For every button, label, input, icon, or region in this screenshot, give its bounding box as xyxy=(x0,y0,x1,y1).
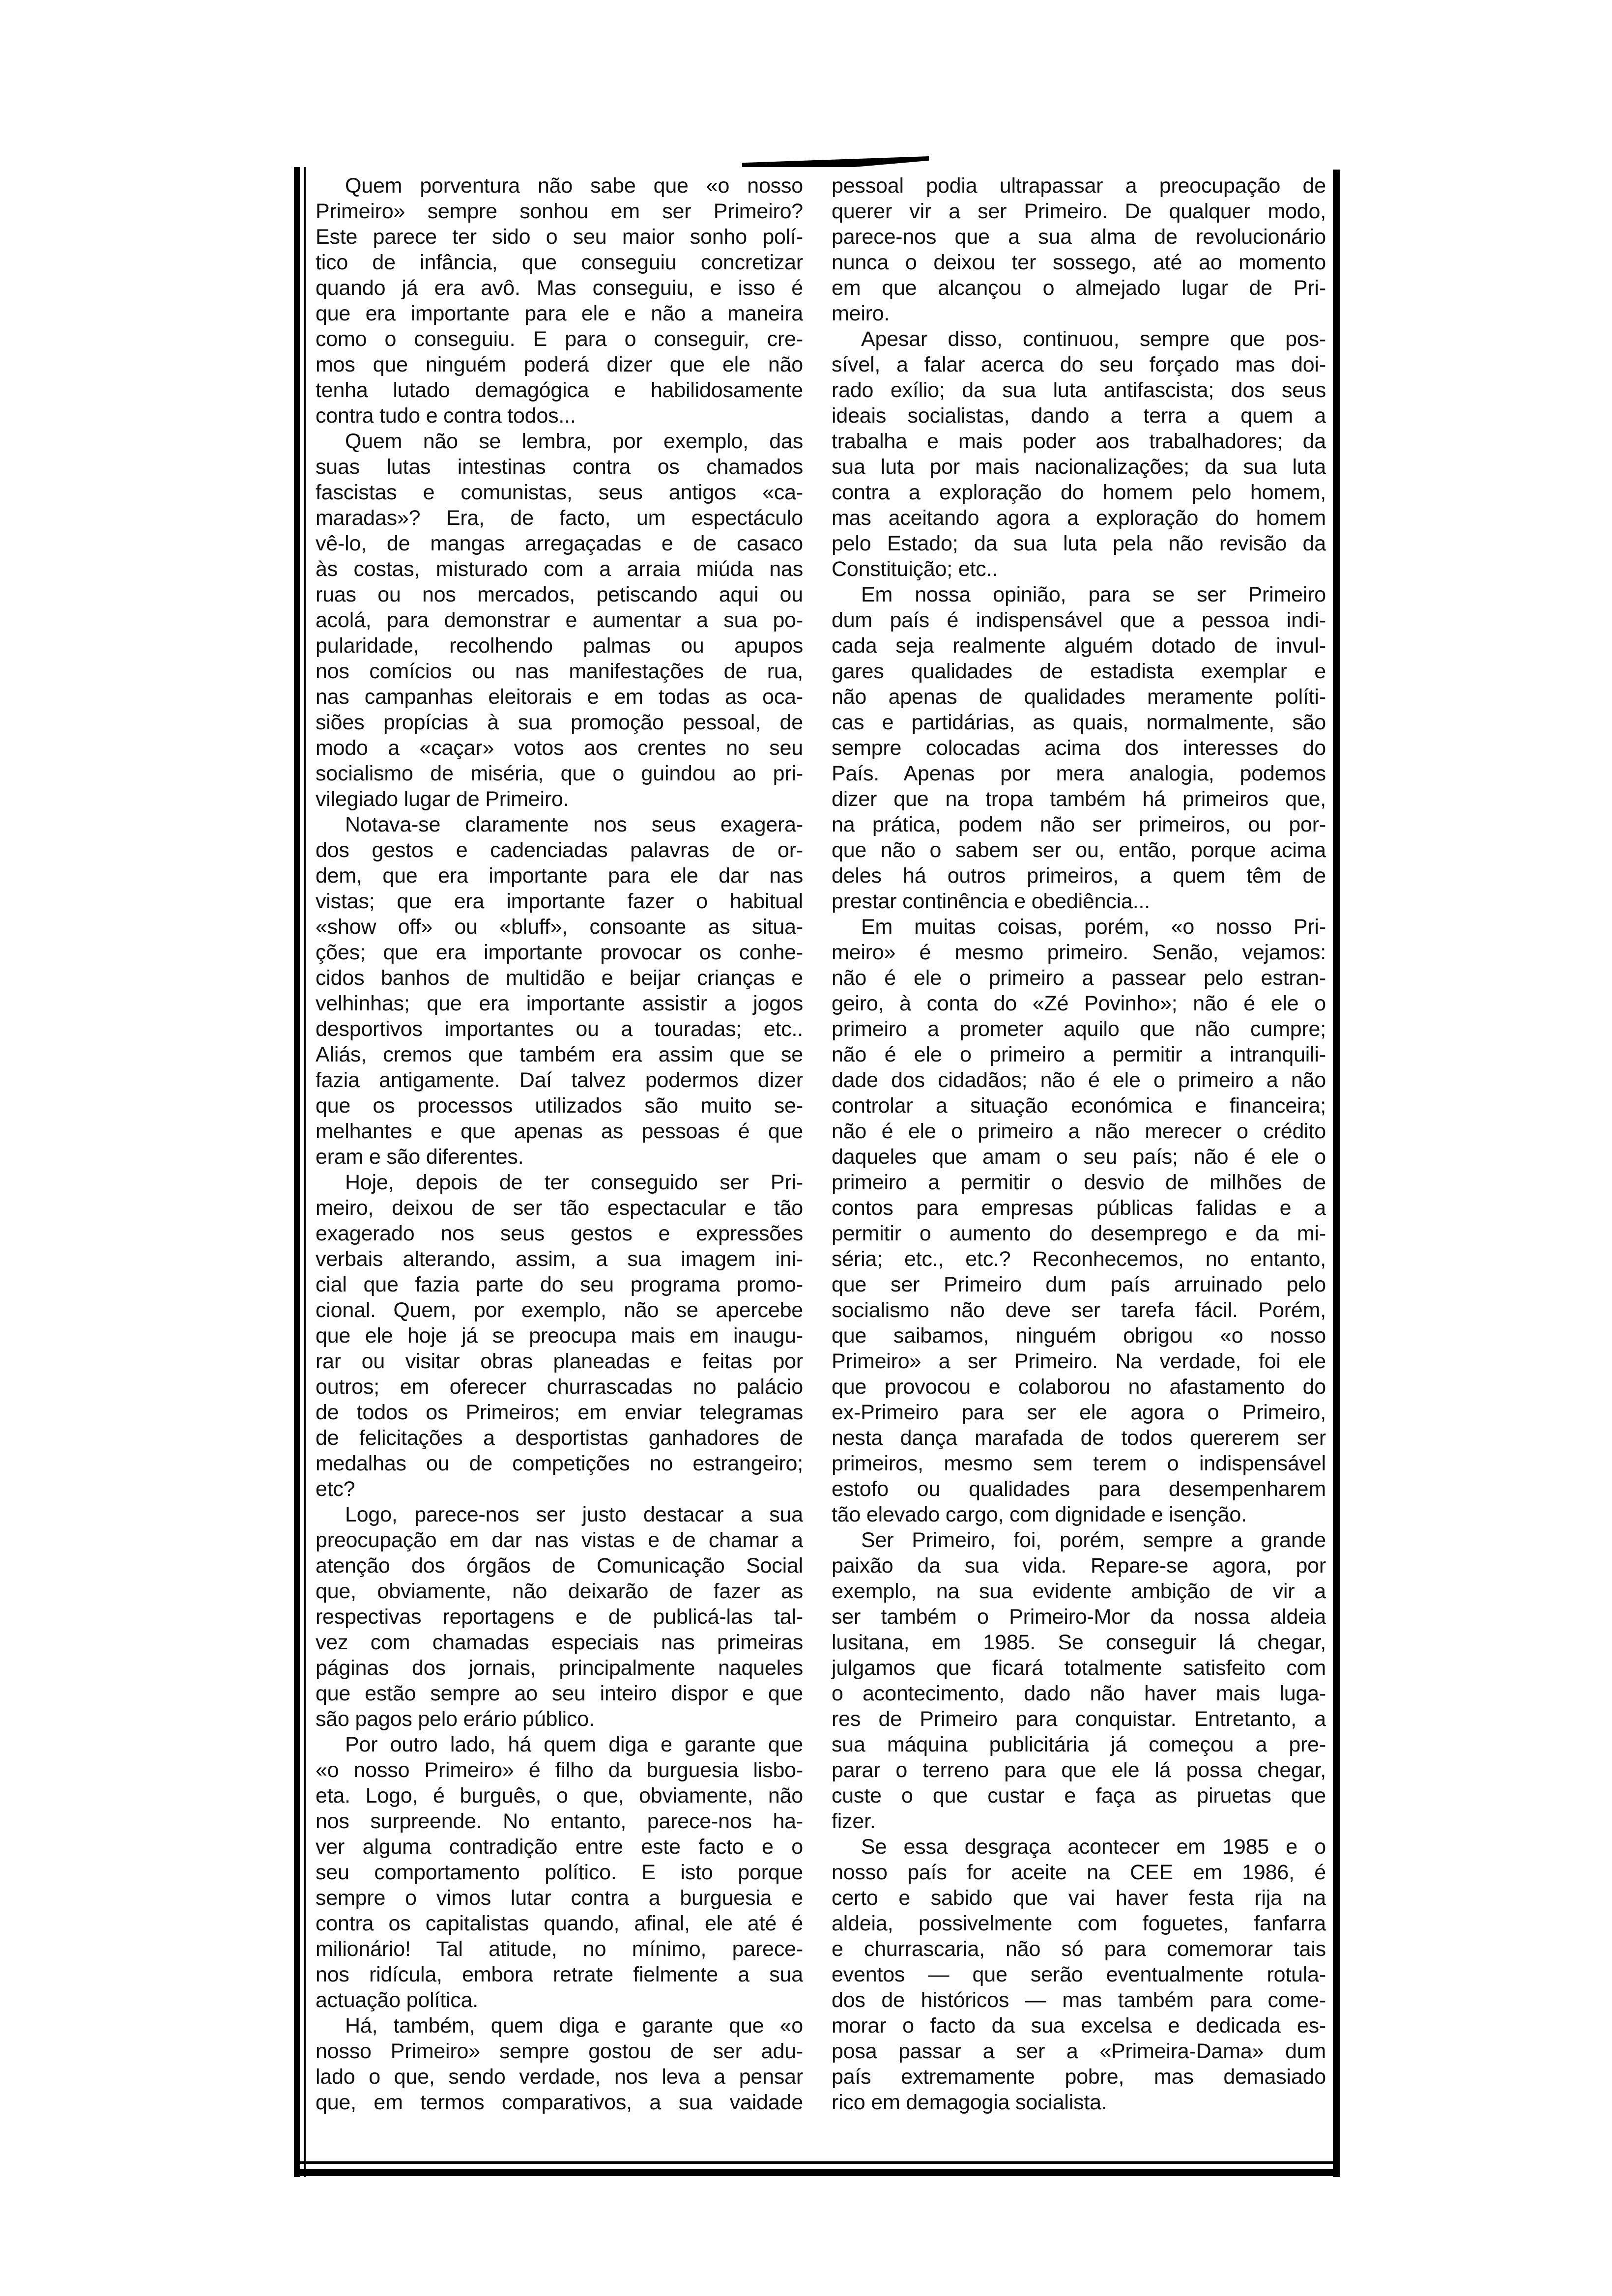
text-line: Logo, parece-nos ser justo destacar a sua xyxy=(345,1503,803,1526)
text-line: séria; etc., etc.? Reconhecemos, no entanto, xyxy=(832,1247,1326,1271)
text-line: etc? xyxy=(316,1477,355,1501)
text-line: Em nossa opinião, para se ser Primeiro xyxy=(861,583,1326,606)
text-line: que ele hoje já se preocupa mais em inaugu- xyxy=(316,1324,803,1348)
right-border xyxy=(1333,170,1340,2177)
text-line: modo a «caçar» votos aos crentes no seu xyxy=(316,736,803,760)
text-line: sua máquina publicitária já começou a pre- xyxy=(832,1733,1326,1756)
text-line: Apesar disso, continuou, sempre que pos- xyxy=(861,327,1326,351)
text-line: seu comportamento político. E isto porque xyxy=(316,1861,803,1884)
text-line: na prática, podem não ser primeiros, ou por- xyxy=(832,813,1326,836)
text-line: cional. Quem, por exemplo, não se apercebe xyxy=(316,1298,803,1322)
text-line: em que alcançou o almejado lugar de Pri- xyxy=(832,276,1326,300)
text-line: socialismo de miséria, que o guindou ao pri- xyxy=(316,762,803,785)
text-line: não apenas de qualidades meramente políti- xyxy=(832,685,1326,709)
text-line: fazia antigamente. Daí talvez podermos dizer xyxy=(316,1068,803,1092)
text-line: aldeia, possivelmente com foguetes, fanfarra xyxy=(832,1912,1326,1935)
text-line: não é ele o primeiro a passear pelo estran- xyxy=(832,966,1326,990)
text-line: sível, a falar acerca do seu forçado mas doi- xyxy=(832,353,1326,376)
text-line: preocupação em dar nas vistas e de chamar a xyxy=(316,1528,803,1552)
text-line: de todos os Primeiros; em enviar telegramas xyxy=(316,1401,803,1424)
text-line: que estão sempre ao seu inteiro dispor e que xyxy=(316,1682,803,1705)
text-line: Hoje, depois de ter conseguido ser Pri- xyxy=(345,1171,803,1194)
text-line: cas e partidárias, as quais, normalmente, são xyxy=(832,711,1326,734)
text-line: Notava-se claramente nos seus exagera- xyxy=(345,813,803,836)
text-line: desportivos importantes ou a touradas; etc.. xyxy=(316,1017,803,1041)
text-line: dizer que na tropa também há primeiros que, xyxy=(832,787,1326,811)
text-line: primeiro a prometer aquilo que não cumpre; xyxy=(832,1017,1326,1041)
text-line: de felicitações a desportistas ganhadores de xyxy=(316,1426,803,1450)
paragraph xyxy=(316,173,803,429)
text-line: que ser Primeiro dum país arruinado pelo xyxy=(832,1273,1326,1296)
text-line: Por outro lado, há quem diga e garante que xyxy=(345,1733,803,1756)
text-line: meiro. xyxy=(832,302,890,325)
text-line: exemplo, na sua evidente ambição de vir a xyxy=(832,1579,1326,1603)
text-line: eram e são diferentes. xyxy=(316,1145,524,1169)
text-line: contra tudo e contra todos... xyxy=(316,404,576,428)
text-line: o acontecimento, dado não haver mais luga- xyxy=(832,1682,1326,1705)
text-line: «o nosso Primeiro» é filho da burguesia lisbo- xyxy=(316,1758,803,1782)
text-line: verbais alterando, assim, a sua imagem ini- xyxy=(316,1247,803,1271)
text-line: cial que fazia parte do seu programa promo- xyxy=(316,1273,803,1296)
text-line: lusitana, em 1985. Se conseguir lá chegar, xyxy=(832,1631,1326,1654)
text-line: rado exílio; da sua luta antifascista; dos seus xyxy=(832,378,1326,402)
text-line: ver alguma contradição entre este facto e o xyxy=(316,1835,803,1859)
text-line: não é ele o primeiro a permitir a intranquili- xyxy=(832,1043,1326,1066)
text-line: sua luta por mais nacionalizações; da sua luta xyxy=(832,455,1326,479)
text-line: atenção dos órgãos de Comunicação Social xyxy=(316,1554,803,1578)
text-line: sempre colocadas acima dos interesses do xyxy=(832,736,1326,760)
text-line: vilegiado lugar de Primeiro. xyxy=(316,787,569,811)
text-line: Quem não se lembra, por exemplo, das xyxy=(345,430,803,453)
text-line: ser também o Primeiro-Mor da nossa aldeia xyxy=(832,1605,1326,1629)
text-line: Ser Primeiro, foi, porém, sempre a grande xyxy=(861,1528,1326,1552)
text-line: medalhas ou de competições no estrangeiro; xyxy=(316,1452,803,1475)
paragraph xyxy=(832,914,1326,1527)
text-line: mos que ninguém poderá dizer que ele não xyxy=(316,353,803,376)
text-line: «show off» ou «bluff», consoante as situa- xyxy=(316,915,803,939)
text-line: deles há outros primeiros, a quem têm de xyxy=(832,864,1326,888)
text-line: ruas ou nos mercados, petiscando aqui ou xyxy=(316,583,803,606)
bottom-border-thin xyxy=(294,2161,1340,2164)
text-line: rar ou visitar obras planeadas e feitas por xyxy=(316,1349,803,1373)
text-line: rico em demagogia socialista. xyxy=(832,2091,1107,2114)
text-line: nosso país for aceite na CEE em 1986, é xyxy=(832,1861,1326,1884)
text-line: nosso Primeiro» sempre gostou de ser adu- xyxy=(316,2039,803,2063)
text-line: que provocou e colaborou no afastamento do xyxy=(832,1375,1326,1399)
text-line: que saibamos, ninguém obrigou «o nosso xyxy=(832,1324,1326,1348)
text-line: contos para empresas públicas falidas e a xyxy=(832,1196,1326,1220)
text-line: contra a exploração do homem pelo homem, xyxy=(832,481,1326,504)
text-line: primeiros, mesmo sem terem o indispensável xyxy=(832,1452,1326,1475)
text-line: cidos banhos de multidão e beijar crianças e xyxy=(316,966,803,990)
paragraph xyxy=(832,326,1326,582)
text-line: custe o que custar e faça as piruetas que xyxy=(832,1784,1326,1808)
text-line: prestar continência e obediência... xyxy=(832,890,1150,913)
text-line: julgamos que ficará totalmente satisfeito com xyxy=(832,1656,1326,1680)
text-line: meiro, deixou de ser tão espectacular e tão xyxy=(316,1196,803,1220)
left-border-thin xyxy=(304,167,306,2177)
text-line: velhinhas; que era importante assistir a jogos xyxy=(316,992,803,1015)
text-line: e churrascaria, não só para comemorar tais xyxy=(832,1937,1326,1961)
text-line: suas lutas intestinas contra os chamados xyxy=(316,455,803,479)
paragraph xyxy=(316,1170,803,1502)
text-line: certo e sabido que vai haver festa rija na xyxy=(832,1886,1326,1910)
text-line: nas campanhas eleitorais e em todas as oca- xyxy=(316,685,803,709)
paragraph xyxy=(832,582,1326,914)
text-line: tico de infância, que conseguiu concretizar xyxy=(316,251,803,274)
text-line: meiro» é mesmo primeiro. Senão, vejamos: xyxy=(832,941,1326,964)
text-line: dum país é indispensável que a pessoa indi- xyxy=(832,608,1326,632)
text-line: País. Apenas por mera analogia, podemos xyxy=(832,762,1326,785)
text-line: pelo Estado; da sua luta pela não revisão da xyxy=(832,532,1326,555)
paragraph xyxy=(316,812,803,1170)
text-line: res de Primeiro para conquistar. Entretanto, a xyxy=(832,1707,1326,1731)
text-line: milionário! Tal atitude, no mínimo, parece- xyxy=(316,1937,803,1961)
text-line: dade dos cidadãos; não é ele o primeiro a não xyxy=(832,1068,1326,1092)
text-line: outros; em oferecer churrascadas no palácio xyxy=(316,1375,803,1399)
text-line: siões propícias à sua promoção pessoal, de xyxy=(316,711,803,734)
text-line: respectivas reportagens e de publicá-las tal- xyxy=(316,1605,803,1629)
text-line: exagerado nos seus gestos e expressões xyxy=(316,1222,803,1245)
text-line: Em muitas coisas, porém, «o nosso Pri- xyxy=(861,915,1326,939)
text-line: não é ele o primeiro a não merecer o crédito xyxy=(832,1119,1326,1143)
text-line: parece-nos que a sua alma de revolucionário xyxy=(832,225,1326,249)
top-ink-mark xyxy=(742,156,929,167)
paragraph xyxy=(832,1527,1326,1834)
text-line: que não o sabem ser ou, então, porque acima xyxy=(832,838,1326,862)
text-line: nunca o deixou ter sossego, até ao momento xyxy=(832,251,1326,274)
text-line: tão elevado cargo, com dignidade e isenção. xyxy=(832,1503,1247,1526)
text-line: Aliás, cremos que também era assim que se xyxy=(316,1043,803,1066)
paragraph xyxy=(316,2013,803,2115)
text-line: morar o facto da sua excelsa e dedicada es- xyxy=(832,2014,1326,2038)
article-column-right xyxy=(832,173,1326,2115)
text-line: Constituição; etc.. xyxy=(832,557,998,581)
paragraph xyxy=(316,1502,803,1732)
text-line: gares qualidades de estadista exemplar e xyxy=(832,660,1326,683)
text-line: que, em termos comparativos, a sua vaidade xyxy=(316,2091,803,2114)
text-line: páginas dos jornais, principalmente naqueles xyxy=(316,1656,803,1680)
left-border-thick xyxy=(294,167,300,2177)
text-line: são pagos pelo erário público. xyxy=(316,1707,595,1731)
text-line: às costas, misturado com a arraia miúda nas xyxy=(316,557,803,581)
text-line: que era importante para ele e não a maneira xyxy=(316,302,803,325)
text-line: primeiro a permitir o desvio de milhões de xyxy=(832,1171,1326,1194)
text-line: geiro, à conta do «Zé Povinho»; não é ele o xyxy=(832,992,1326,1015)
paragraph xyxy=(316,1732,803,2013)
paragraph xyxy=(832,1834,1326,2115)
text-line: Há, também, quem diga e garante que «o xyxy=(345,2014,803,2038)
text-line: trabalha e mais poder aos trabalhadores; da xyxy=(832,430,1326,453)
text-line: nos comícios ou nas manifestações de rua, xyxy=(316,660,803,683)
text-line: eta. Logo, é burguês, o que, obviamente, não xyxy=(316,1784,803,1808)
text-line: ções; que era importante provocar os conhe- xyxy=(316,941,803,964)
text-line: querer vir a ser Primeiro. De qualquer modo, xyxy=(832,200,1326,223)
text-line: como o conseguiu. E para o conseguir, cre- xyxy=(316,327,803,351)
text-line: Primeiro» a ser Primeiro. Na verdade, foi ele xyxy=(832,1349,1326,1373)
paragraph xyxy=(316,429,803,812)
text-line: eventos — que serão eventualmente rotula- xyxy=(832,1963,1326,1986)
text-line: daqueles que amam o seu país; não é ele o xyxy=(832,1145,1326,1169)
paragraph xyxy=(832,173,1326,326)
text-line: estofo ou qualidades para desempenharem xyxy=(832,1477,1326,1501)
text-line: que, obviamente, não deixarão de fazer as xyxy=(316,1579,803,1603)
text-line: contra os capitalistas quando, afinal, ele até é xyxy=(316,1912,803,1935)
bottom-border-thick xyxy=(294,2169,1340,2176)
text-line: ideais socialistas, dando a terra a quem a xyxy=(832,404,1326,428)
text-line: acolá, para demonstrar e aumentar a sua po- xyxy=(316,608,803,632)
text-line: fizer. xyxy=(832,1809,876,1833)
text-line: fascistas e comunistas, seus antigos «ca- xyxy=(316,481,803,504)
text-line: Se essa desgraça acontecer em 1985 e o xyxy=(861,1835,1326,1859)
text-line: nos ridícula, embora retrate fielmente a sua xyxy=(316,1963,803,1986)
text-line: ex-Primeiro para ser ele agora o Primeiro, xyxy=(832,1401,1326,1424)
text-line: pessoal podia ultrapassar a preocupação de xyxy=(832,174,1326,198)
text-line: socialismo não deve ser tarefa fácil. Porém, xyxy=(832,1298,1326,1322)
text-line: vê-lo, de mangas arregaçadas e de casaco xyxy=(316,532,803,555)
text-line: quando já era avô. Mas conseguiu, e isso é xyxy=(316,276,803,300)
text-line: actuação política. xyxy=(316,1988,479,2012)
text-line: nos surpreende. No entanto, parece-nos ha- xyxy=(316,1809,803,1833)
text-line: mas aceitando agora a exploração do homem xyxy=(832,506,1326,530)
text-line: tenha lutado demagógica e habilidosamente xyxy=(316,378,803,402)
text-line: posa passar a ser a «Primeira-Dama» dum xyxy=(832,2039,1326,2063)
text-line: Quem porventura não sabe que «o nosso xyxy=(345,174,803,198)
text-line: vez com chamadas especiais nas primeiras xyxy=(316,1631,803,1654)
text-line: dem, que era importante para ele dar nas xyxy=(316,864,803,888)
text-line: sempre o vimos lutar contra a burguesia e xyxy=(316,1886,803,1910)
text-line: controlar a situação económica e financeira; xyxy=(832,1094,1326,1118)
text-line: paixão da sua vida. Repare-se agora, por xyxy=(832,1554,1326,1578)
article-column-left xyxy=(316,173,803,2115)
text-line: parar o terreno para que ele lá possa chegar, xyxy=(832,1758,1326,1782)
text-line: que os processos utilizados são muito se- xyxy=(316,1094,803,1118)
text-line: melhantes e que apenas as pessoas é que xyxy=(316,1119,803,1143)
text-line: lado o que, sendo verdade, nos leva a pensar xyxy=(316,2065,803,2089)
text-line: vistas; que era importante fazer o habitual xyxy=(316,890,803,913)
text-line: permitir o aumento do desemprego e da mi- xyxy=(832,1222,1326,1245)
text-line: país extremamente pobre, mas demasiado xyxy=(832,2065,1326,2089)
text-line: cada seja realmente alguém dotado de invul- xyxy=(832,634,1326,658)
text-line: dos de históricos — mas também para come- xyxy=(832,1988,1326,2012)
text-line: Este parece ter sido o seu maior sonho polí- xyxy=(316,225,803,249)
text-line: pularidade, recolhendo palmas ou apupos xyxy=(316,634,803,658)
text-line: maradas»? Era, de facto, um espectáculo xyxy=(316,506,803,530)
text-line: nesta dança marafada de todos quererem ser xyxy=(832,1426,1326,1450)
text-line: dos gestos e cadenciadas palavras de or- xyxy=(316,838,803,862)
text-line: Primeiro» sempre sonhou em ser Primeiro? xyxy=(316,200,803,223)
